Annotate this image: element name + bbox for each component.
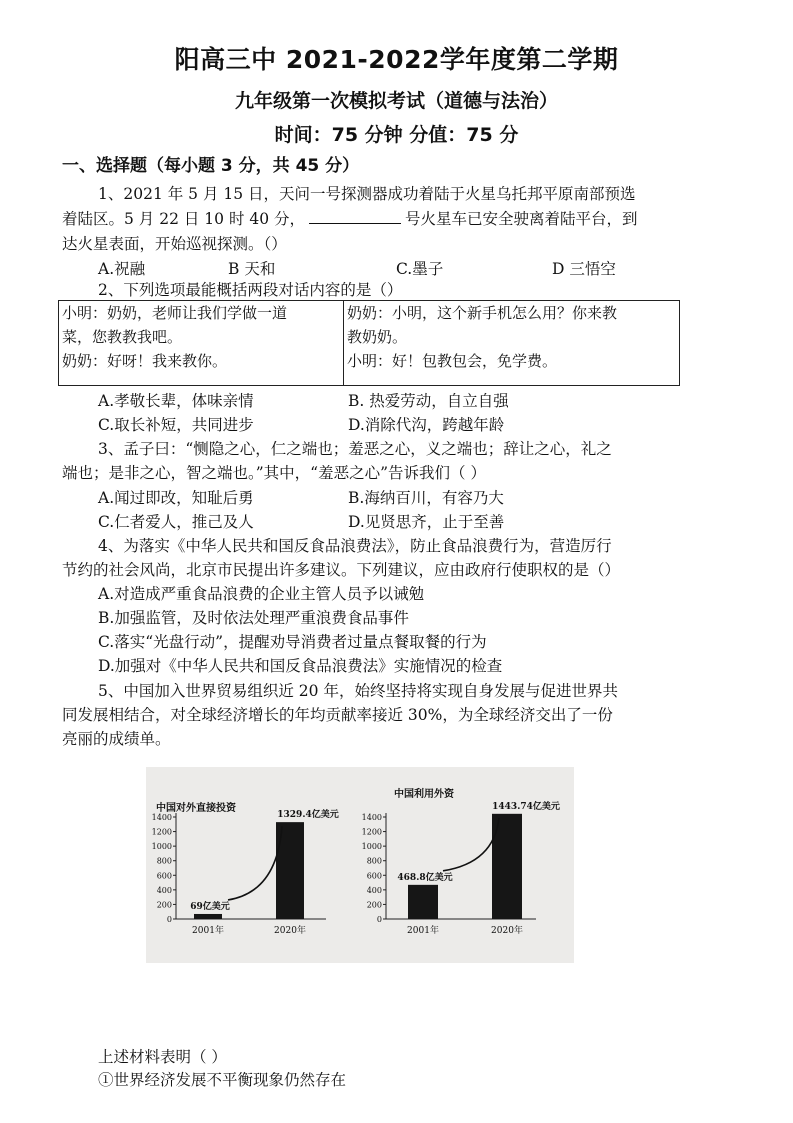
q5-line1: 5、中国加入世界贸易组织近 20 年，始终坚持将实现自身发展与促进世界共 — [98, 682, 618, 700]
q4-option-b: B.加强监管，及时依法处理严重浪费食品事件 — [98, 609, 409, 627]
chart-title-0: 中国对外直接投资 — [156, 803, 236, 814]
q4-line1: 4、为落实《中华人民共和国反食品浪费法》，防止食品浪费行为，营造厉行 — [98, 537, 612, 555]
q3-option-c: C.仁者爱人，推己及人 — [98, 513, 254, 531]
y-tick-label-1-7: 1400 — [361, 813, 382, 822]
q4-option-a: A.对造成严重食品浪费的企业主管人员予以诫勉 — [98, 585, 425, 603]
y-tick-label-0-6: 1200 — [151, 827, 172, 837]
x-tick-label-0-1: 2020年 — [274, 926, 306, 936]
q1-line2b: 号火星车已安全驶离着陆平台，到 — [405, 210, 638, 228]
q2-option-b: B. 热爱劳动，自立自强 — [348, 392, 509, 410]
q1-line2 — [62, 208, 638, 230]
dialogue-right-line3: 小明：好！包教包会，免学费。 — [347, 352, 558, 370]
q1-option-b: B 天和 — [228, 260, 276, 278]
exam-subtitle: 九年级第一次模拟考试（道德与法治） — [234, 90, 558, 112]
q5-question: 上述材料表明（ ） — [98, 1048, 227, 1066]
bar-charts — [146, 767, 574, 963]
q5-item1: ①世界经济发展不平衡现象仍然存在 — [98, 1071, 347, 1089]
data-label-0-0: 69亿美元 — [190, 901, 230, 912]
y-tick-label-0-3: 600 — [156, 871, 172, 881]
y-tick-label-1-6: 1200 — [361, 827, 382, 837]
q4-option-d: D.加强对《中华人民共和国反食品浪费法》实施情况的检查 — [98, 657, 503, 675]
y-tick-label-1-2: 400 — [366, 885, 382, 895]
q5-line2: 同发展相结合，对全球经济增长的年均贡献率接近 30%，为全球经济交出了一份 — [62, 706, 613, 724]
dialogue-right-line1: 奶奶：小明，这个新手机怎么用？你来教 — [347, 304, 618, 322]
q3-option-b: B.海纳百川，有容乃大 — [348, 489, 504, 507]
exam-time-score: 时间：75 分钟 分值：75 分 — [274, 124, 519, 146]
q1-option-c: C.墨子 — [396, 260, 444, 278]
section-heading: 一、选择题（每小题 3 分，共 45 分） — [62, 156, 360, 176]
bar-1-0 — [408, 885, 438, 919]
q3-line2: 端也；是非之心，智之端也。”其中，“羞恶之心”告诉我们（ ） — [62, 464, 486, 482]
q2-option-d: D.消除代沟，跨越年龄 — [348, 416, 505, 434]
chart-figure — [146, 767, 574, 963]
dialogue-left-line2: 菜，您教教我吧。 — [62, 328, 183, 346]
y-tick-label-0-2: 400 — [156, 885, 172, 895]
y-tick-label-0-5: 1000 — [151, 842, 172, 852]
x-tick-label-1-1: 2020年 — [491, 926, 523, 936]
q4-option-c: C.落实“光盘行动”，提醒劝导消费者过量点餐取餐的行为 — [98, 633, 487, 651]
q5-line3: 亮丽的成绩单。 — [62, 730, 171, 748]
q1-line2a: 着陆区。5 月 22 日 10 时 40 分， — [62, 210, 306, 228]
dialogue-left-line3: 奶奶：好呀！我来教你。 — [62, 352, 228, 370]
trend-curve-1 — [443, 818, 499, 871]
answer-blank — [309, 209, 401, 224]
y-tick-label-1-3: 600 — [366, 871, 382, 881]
q1-option-a: A.祝融 — [98, 260, 146, 278]
dialogue-right — [344, 301, 679, 385]
y-tick-label-1-5: 1000 — [361, 842, 382, 852]
q3-line1: 3、孟子曰：“恻隐之心，仁之端也；羞恶之心，义之端也；辞让之心，礼之 — [98, 440, 612, 458]
y-tick-label-0-4: 800 — [156, 856, 172, 866]
dialogue-left — [59, 301, 344, 385]
x-tick-label-1-0: 2001年 — [407, 926, 439, 936]
q2-option-c: C.取长补短，共同进步 — [98, 416, 254, 434]
y-tick-label-0-1: 200 — [156, 900, 172, 910]
exam-title: 阳高三中 2021-2022学年度第二学期 — [174, 45, 619, 74]
trend-curve-0 — [228, 826, 282, 900]
bar-0-0 — [194, 914, 222, 919]
y-tick-label-0-0: 0 — [166, 915, 172, 924]
x-tick-label-0-0: 2001年 — [192, 926, 224, 936]
y-tick-label-1-1: 200 — [366, 900, 382, 910]
q1-option-d: D 三悟空 — [552, 260, 616, 278]
q2-stem: 2、下列选项最能概括两段对话内容的是（） — [98, 281, 403, 299]
q3-option-d: D.见贤思齐，止于至善 — [348, 513, 505, 531]
dialogue-table — [58, 300, 680, 386]
dialogue-left-line1: 小明：奶奶，老师让我们学做一道 — [62, 304, 288, 322]
y-tick-label-0-7: 1400 — [151, 813, 172, 822]
q3-option-a: A.闻过即改，知耻后勇 — [98, 489, 254, 507]
chart-title-1: 中国利用外资 — [394, 789, 454, 800]
q4-line2: 节约的社会风尚，北京市民提出许多建议。下列建议，应由政府行使职权的是（） — [62, 561, 621, 579]
y-tick-label-1-4: 800 — [366, 856, 382, 866]
data-label-1-0: 468.8亿美元 — [397, 872, 453, 883]
data-label-0-1: 1329.4亿美元 — [277, 810, 339, 821]
y-tick-label-1-0: 0 — [376, 915, 382, 924]
q1-line3: 达火星表面，开始巡视探测。（） — [62, 235, 287, 253]
dialogue-right-line2: 教奶奶。 — [347, 328, 408, 346]
q1-line1: 1、2021 年 5 月 15 日，天问一号探测器成功着陆于火星乌托邦平原南部预选 — [98, 185, 636, 203]
data-label-1-1: 1443.74亿美元 — [492, 801, 560, 812]
q2-option-a: A.孝敬长辈，体味亲情 — [98, 392, 254, 410]
